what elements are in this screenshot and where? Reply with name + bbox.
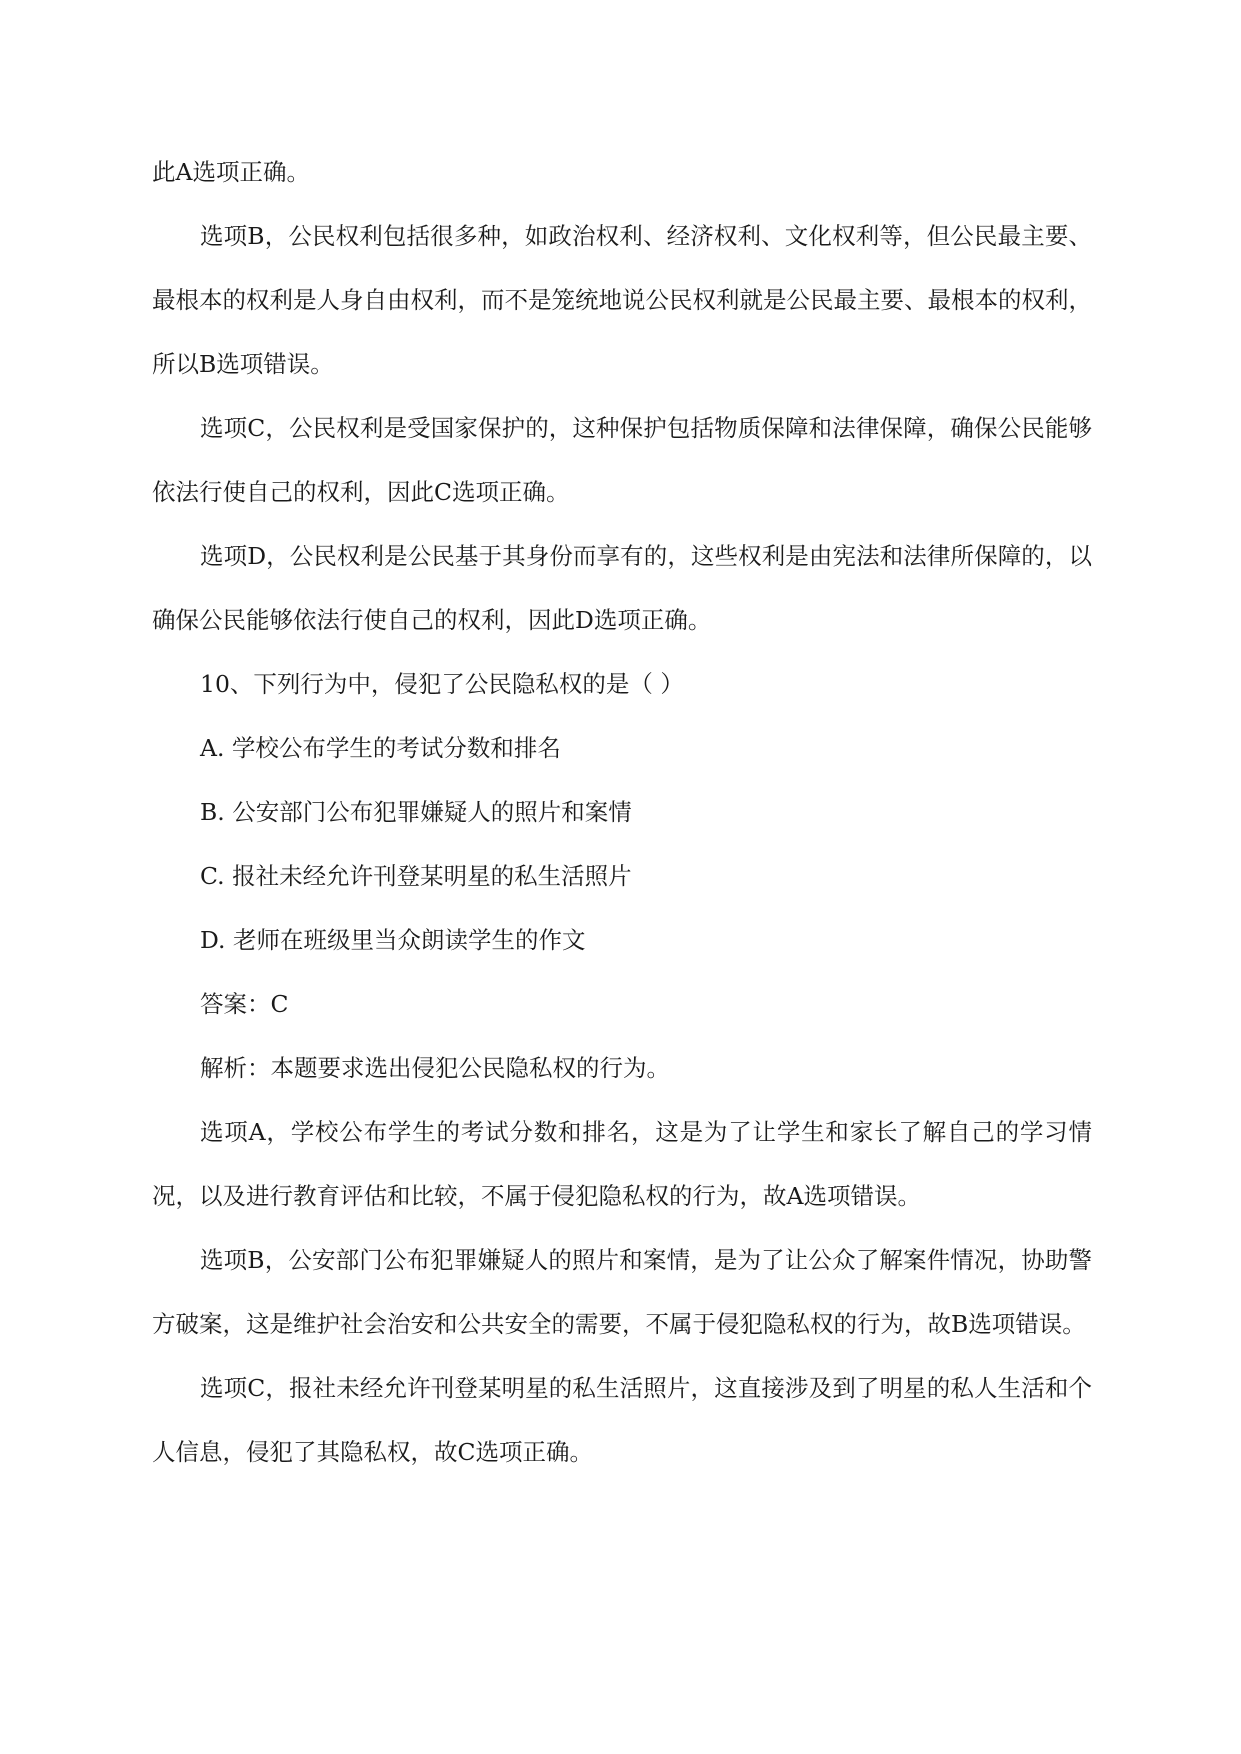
analysis-option-b: 选项B，公安部门公布犯罪嫌疑人的照片和案情，是为了让公众了解案件情况，协助警方破案，这是维护社会治安和公共安全的需要，不属于侵犯隐私权的行为，故B选项错误。	[152, 1246, 1092, 1338]
question-10-answer: 答案：C	[200, 990, 289, 1018]
paragraph-a-conclusion: 此A选项正确。	[152, 158, 310, 186]
question-10-option-c: C. 报社未经允许刊登某明星的私生活照片	[200, 862, 632, 890]
paragraph-option-c-explanation: 选项C，公民权利是受国家保护的，这种保护包括物质保障和法律保障，确保公民能够依法行使自己的权利，因此C选项正确。	[152, 414, 1092, 506]
analysis-option-c: 选项C，报社未经允许刊登某明星的私生活照片，这直接涉及到了明星的私人生活和个人信息，侵犯了其隐私权，故C选项正确。	[152, 1374, 1092, 1466]
analysis-option-a: 选项A，学校公布学生的考试分数和排名，这是为了让学生和家长了解自己的学习情况，以及进行教育评估和比较，不属于侵犯隐私权的行为，故A选项错误。	[152, 1118, 1092, 1210]
paragraph-option-d-explanation: 选项D，公民权利是公民基于其身份而享有的，这些权利是由宪法和法律所保障的，以确保公民能够依法行使自己的权利，因此D选项正确。	[152, 542, 1092, 634]
question-10-analysis: 解析：本题要求选出侵犯公民隐私权的行为。	[200, 1054, 670, 1082]
question-10-option-d: D. 老师在班级里当众朗读学生的作文	[200, 926, 586, 954]
question-10-option-b: B. 公安部门公布犯罪嫌疑人的照片和案情	[200, 798, 632, 826]
paragraph-option-b-explanation: 选项B，公民权利包括很多种，如政治权利、经济权利、文化权利等，但公民最主要、最根本的权利是人身自由权利，而不是笼统地说公民权利就是公民最主要、最根本的权利，所以B选项错误。	[152, 222, 1092, 378]
question-10-option-a: A. 学校公布学生的考试分数和排名	[200, 734, 561, 762]
question-10: 10、下列行为中，侵犯了公民隐私权的是（ ）	[200, 670, 684, 698]
document-page	[152, 140, 1092, 1484]
